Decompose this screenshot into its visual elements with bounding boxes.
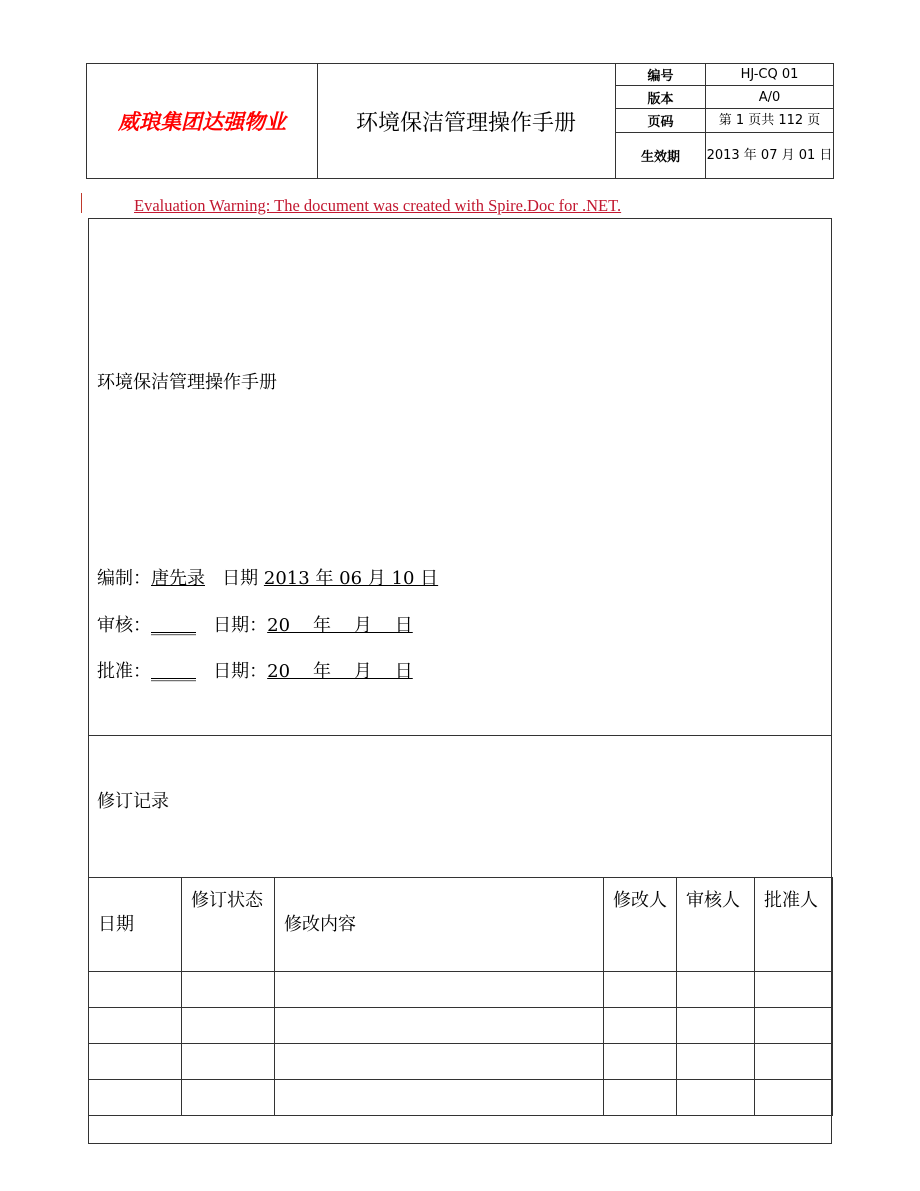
col-header-reviewer: 审核人 bbox=[677, 878, 755, 972]
table-cell[interactable] bbox=[677, 1008, 755, 1044]
header-meta bbox=[616, 64, 833, 178]
signoff-reviewed bbox=[97, 611, 413, 637]
meta-value: A/0 bbox=[758, 89, 781, 105]
table-row bbox=[89, 1008, 833, 1044]
signoff-role: 审核： bbox=[97, 615, 151, 636]
col-header-status: 修订状态 bbox=[182, 878, 275, 972]
table-cell[interactable] bbox=[755, 1044, 833, 1080]
signoff-date: 20 年 月 日 bbox=[267, 661, 413, 682]
table-cell[interactable] bbox=[275, 1080, 604, 1116]
table-cell[interactable] bbox=[182, 1080, 275, 1116]
signoff-name: 唐先录 bbox=[151, 568, 205, 589]
table-cell[interactable] bbox=[604, 1008, 677, 1044]
table-row bbox=[89, 972, 833, 1008]
signoff-name: _____ bbox=[151, 615, 196, 636]
table-cell[interactable] bbox=[755, 1080, 833, 1116]
meta-row-effective-date bbox=[616, 133, 833, 178]
signoff-date: 20 年 月 日 bbox=[267, 615, 413, 636]
table-cell[interactable] bbox=[604, 972, 677, 1008]
table-cell[interactable] bbox=[275, 1008, 604, 1044]
company-name: 威琅集团达强物业 bbox=[87, 64, 318, 178]
table-row bbox=[89, 1044, 833, 1080]
meta-row-version bbox=[616, 86, 833, 109]
revision-header-row bbox=[89, 878, 833, 972]
col-header-modifier: 修改人 bbox=[604, 878, 677, 972]
evaluation-warning[interactable]: Evaluation Warning: The document was created with Spire.Doc for .NET. bbox=[134, 196, 622, 215]
text-cursor bbox=[81, 193, 82, 213]
meta-label: 版本 bbox=[616, 86, 706, 108]
table-cell[interactable] bbox=[677, 972, 755, 1008]
table-cell[interactable] bbox=[755, 1008, 833, 1044]
table-cell[interactable] bbox=[604, 1080, 677, 1116]
table-cell[interactable] bbox=[89, 1080, 182, 1116]
table-cell[interactable] bbox=[182, 972, 275, 1008]
signoff-date-label: 日期： bbox=[213, 661, 268, 682]
signoff-date: 2013 年 06 月 10 日 bbox=[263, 568, 439, 589]
header-document-title: 环境保洁管理操作手册 bbox=[317, 64, 616, 178]
meta-value: 2013 年 07 月 01 日 bbox=[706, 148, 833, 163]
cover-title: 环境保洁管理操作手册 bbox=[97, 372, 277, 393]
table-cell[interactable] bbox=[755, 972, 833, 1008]
signoff-role: 编制： bbox=[97, 568, 151, 589]
meta-label: 生效期 bbox=[616, 133, 706, 178]
table-cell[interactable] bbox=[89, 1044, 182, 1080]
col-header-date: 日期 bbox=[89, 878, 182, 972]
table-cell[interactable] bbox=[89, 972, 182, 1008]
document-header-table bbox=[86, 63, 834, 179]
table-cell[interactable] bbox=[677, 1044, 755, 1080]
signoff-role: 批准： bbox=[97, 661, 151, 682]
signoff-date-label: 日期 bbox=[222, 568, 259, 589]
signoff-date-label: 日期： bbox=[213, 615, 268, 636]
table-cell[interactable] bbox=[604, 1044, 677, 1080]
section-divider bbox=[88, 735, 832, 736]
signoff-name: _____ bbox=[151, 661, 196, 682]
col-header-approver: 批准人 bbox=[755, 878, 833, 972]
table-cell[interactable] bbox=[182, 1008, 275, 1044]
table-cell[interactable] bbox=[182, 1044, 275, 1080]
table-cell[interactable] bbox=[89, 1008, 182, 1044]
table-cell[interactable] bbox=[275, 972, 604, 1008]
meta-row-number bbox=[616, 64, 833, 86]
revision-title: 修订记录 bbox=[97, 791, 169, 812]
table-row bbox=[89, 1080, 833, 1116]
signoff-approved bbox=[97, 657, 413, 683]
meta-row-page bbox=[616, 109, 833, 133]
meta-label: 编号 bbox=[616, 64, 706, 85]
meta-label: 页码 bbox=[616, 109, 706, 132]
meta-value: HJ-CQ 01 bbox=[740, 67, 799, 82]
meta-value: 第 1 页共 112 页 bbox=[718, 113, 821, 128]
revision-table bbox=[88, 877, 833, 1116]
table-cell[interactable] bbox=[275, 1044, 604, 1080]
col-header-content: 修改内容 bbox=[275, 878, 604, 972]
table-cell[interactable] bbox=[677, 1080, 755, 1116]
signoff-prepared bbox=[97, 564, 438, 590]
